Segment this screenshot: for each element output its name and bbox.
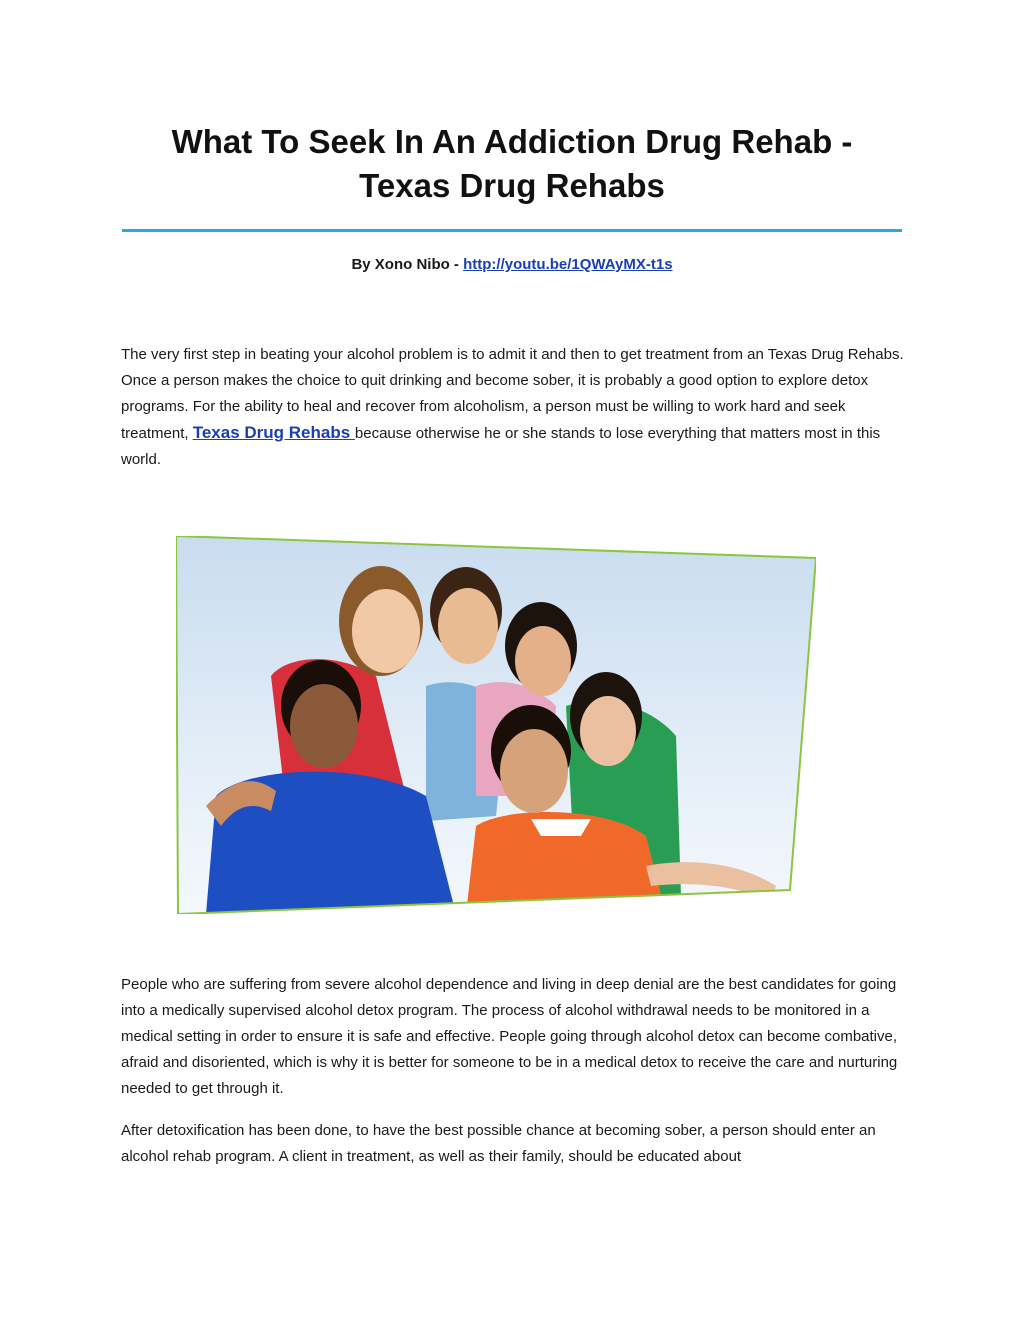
paragraph-intro-text-end: because otherwise he or she stands to lose everything that matters most in this world. — [121, 425, 881, 468]
byline-link[interactable]: http://youtu.be/1QWAyMX-t1s — [463, 256, 673, 273]
texas-drug-rehabs-link[interactable]: Texas Drug Rehabs — [192, 423, 355, 442]
paragraph-intro — [121, 342, 911, 473]
paragraph-rehab: After detoxification has been done, to have the best possible chance at becoming sober, a person should enter an alcohol rehab program. A client in treatment, as well as their family, should be educated about — [121, 1122, 876, 1165]
paragraph-detox: People who are suffering from severe alcohol dependence and living in deep denial are the best candidates for going into a medically supervised alcohol detox program. The process of alcohol withdrawal needs to be monitored in a medical setting in order to ensure it is safe and effective. People going through alcohol detox can become combative, afraid and disoriented, which is why it is better for someone to be in a medical detox to receive the care and nurturing needed to get through it. — [121, 976, 898, 1097]
group-photo — [176, 536, 816, 914]
page-title: What To Seek In An Addiction Drug Rehab - Texas Drug Rehabs — [171, 123, 853, 204]
paragraph-intro-text: The very first step in beating your alcohol problem is to admit it and then to get treatment from an Texas Drug Rehabs. Once a person makes the choice to quit drinking and become sober, it is probably a good option to explore detox programs. For the ability to heal and recover from alcoholism, a person must be willing to work hard and seek treatment, — [121, 346, 904, 442]
title-divider — [122, 229, 902, 232]
group-photo-image — [176, 536, 816, 914]
byline — [122, 256, 902, 273]
byline-author: By Xono Nibo - — [351, 256, 464, 273]
